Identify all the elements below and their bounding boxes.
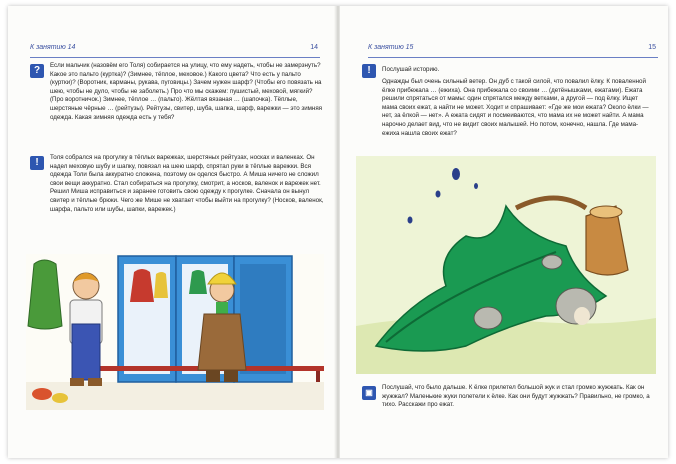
boys-dressing-illustration	[26, 254, 324, 410]
right-continuation-text: Послушай, что было дальше. К ёлке прилетел большой жук и стал громко жужжать. Как он жужжал? Маленькие жуки полетели к ёлке. Как они будут жужжать? Правильно, не громко, а тихо. Расскажи про ежат.	[382, 384, 650, 409]
left-story-text: Толя собрался на прогулку в тёплых варежках, шерстяных рейтузах, носках и валенках. Он надел меховую шубу и шапку, повязал на шею шарф, спрятал руки в тёплые варежки. Вся одежда Толи была аккуратно сложена, поэтому он оделся быстро. А Миша ничего не сложил свои вещи аккуратно. Стал собираться на прогулку, смотрит, а носков, валенок и варежек нет. Решил Миша исправиться и заранее готовить свою одежду к прогулке. Сначала он вынул свитер и тёплые брюки. Чего же Мише не хватает чтобы выйти на прогулку? (Носков, валенок, шарфа, пальто или шубы, шапки, варежек.)	[50, 154, 324, 213]
right-page	[340, 6, 668, 458]
right-header-rule	[368, 57, 658, 58]
left-question-text: Если мальчик (назовём его Толя) собирается на улицу, что ему надеть, чтобы не замерзнуть? Какое это пальто (куртка)? (Зимнее, тёплое, меховое.) Какого цвета? Что есть у пальто (куртки)? (Воротник, карманы, рукава, пуговицы.) Зачем нужен шарф? (Чтобы его повязать на шею, чтобы не дуло, чтобы не заболеть.) Про что мы скажем: пушистый, меховой, мягкий? (Про воротничок.) Зимнее, тёплое … (пальто). Жёлтая вязаная … (шапочка). Тёплые, шерстяные чёрные … (рейтузы). Рейтузы, свитер, шуба, шапка, шарф, варежки — это зимняя одежда. Какая зимняя одежда есть у тебя?	[50, 62, 323, 121]
left-page	[8, 6, 336, 458]
hedgehogs-fir-illustration	[356, 156, 656, 374]
right-running-header	[368, 44, 658, 58]
listen-icon: ▣	[362, 386, 376, 400]
left-header-rule	[30, 57, 320, 58]
question-icon: ?	[30, 64, 44, 78]
book-spread	[8, 6, 668, 458]
exclaim-icon: !	[362, 64, 376, 78]
left-header-title: К занятию 14	[30, 44, 76, 51]
left-page-number: 14	[310, 44, 318, 51]
right-intro-text: Послушай историю.	[382, 66, 440, 73]
right-header-title: К занятию 15	[368, 44, 414, 51]
exclaim-icon: !	[30, 156, 44, 170]
left-running-header	[30, 44, 320, 58]
right-story-text: Однажды был очень сильный ветер. Он дуб с такой силой, что повалил ёлку. К поваленной ёлке прибежала … (ежиха). Она прибежала со своими … (детёнышками, ежатами). Ежата решили спрятаться от мамы: один спрятался между ветками, а другой — под ёлку. Ищет мама своих ежат, а найти не может. Ходит и спрашивает: «Где же мои ежата? Около ёлки — нет, за ёлкой — нет». А ежата сидят и посмеиваются, что мама их не может найти. А мама нарочно делает вид, что не видит своих малышей. Но потом, конечно, нашла. Где мама-ежиха нашла своих ежат?	[382, 78, 649, 137]
right-page-number: 15	[648, 44, 656, 51]
